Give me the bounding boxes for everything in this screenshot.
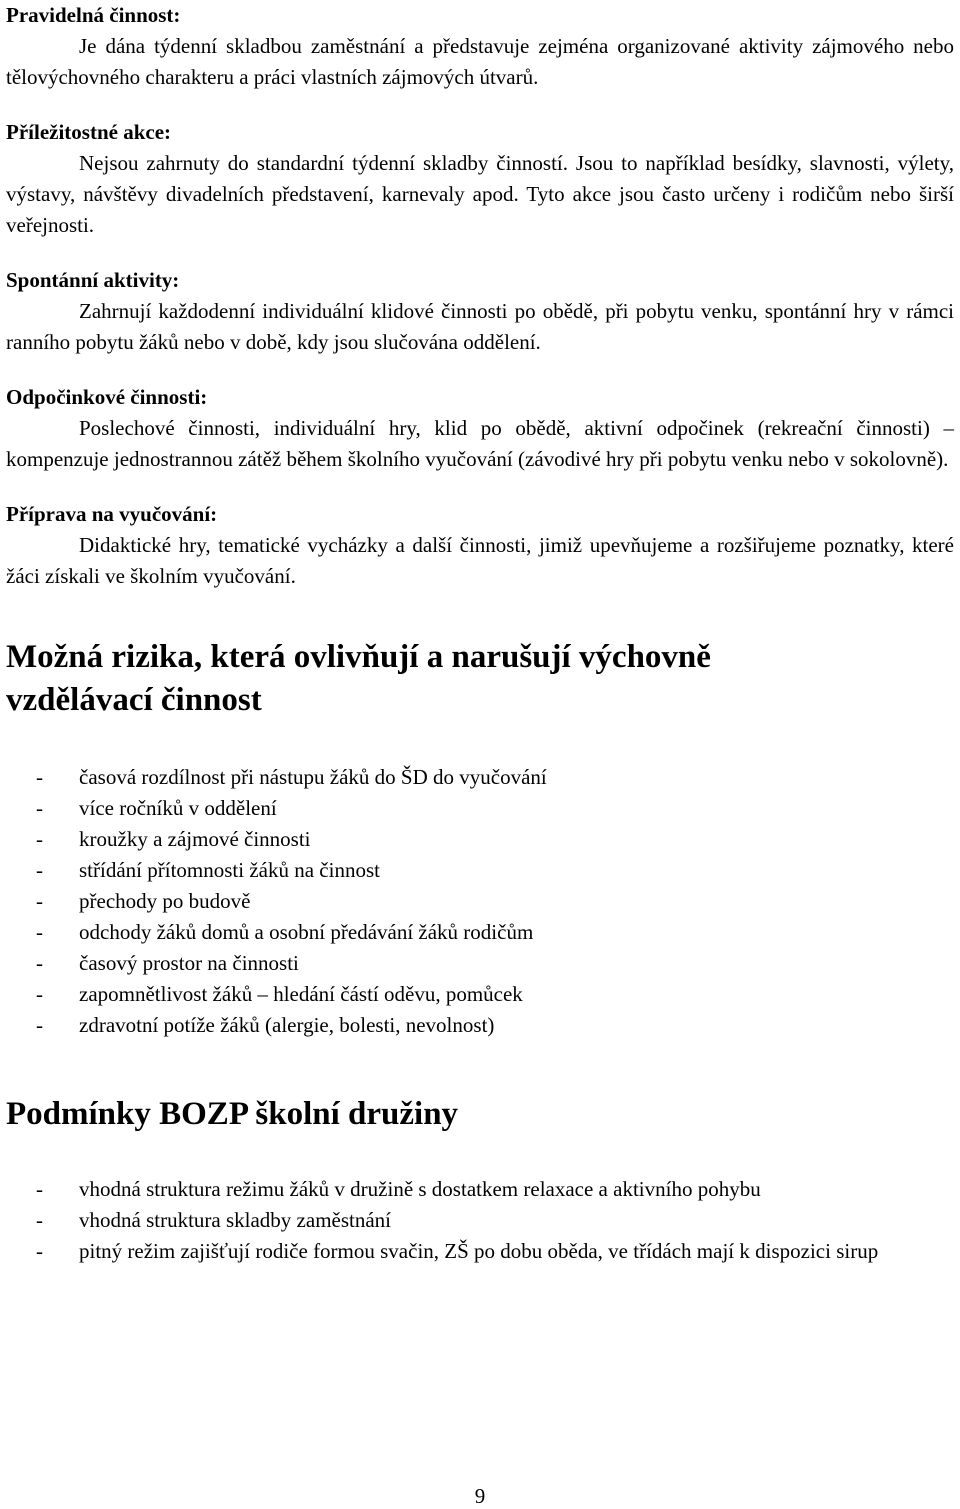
section-text: Je dána týdenní skladbou zaměstnání a představuje zejména organizované aktivity zájmového nebo tělovýchovného charakteru a práci vlastních zájmových útvarů. bbox=[6, 34, 954, 89]
list-item: - odchody žáků domů a osobní předávání žáků rodičům bbox=[36, 920, 534, 944]
risks-heading-line2: vzdělávací činnost bbox=[6, 682, 262, 718]
list-item: - přechody po budově bbox=[36, 889, 251, 913]
document-page bbox=[6, 0, 954, 1267]
list-item: - časová rozdílnost při nástupu žáků do ŠD do vyučování bbox=[36, 765, 547, 789]
bozp-list bbox=[6, 1174, 954, 1267]
list-item: - kroužky a zájmové činnosti bbox=[36, 827, 311, 851]
list-item: - časový prostor na činnosti bbox=[36, 951, 299, 975]
section-pravidelna-cinnost bbox=[6, 0, 954, 93]
section-text: Poslechové činnosti, individuální hry, klid po obědě, aktivní odpočinek (rekreační činnosti) – kompenzuje jednostrannou zátěž během školního vyučování (závodivé hry při pobytu venku nebo v sokolovně). bbox=[6, 416, 954, 471]
list-item: - vhodná struktura režimu žáků v družině s dostatkem relaxace a aktivního pohybu bbox=[36, 1177, 761, 1201]
page-number: 9 bbox=[474, 1484, 486, 1508]
list-item: - více ročníků v oddělení bbox=[36, 796, 277, 820]
list-item: - vhodná struktura skladby zaměstnání bbox=[36, 1208, 392, 1232]
section-title: Příležitostné akce: bbox=[6, 120, 172, 144]
section-text: Didaktické hry, tematické vycházky a další činnosti, jimiž upevňujeme a rozšiřujeme poznatky, které žáci získali ve školním vyučování. bbox=[6, 533, 954, 588]
list-item: - zdravotní potíže žáků (alergie, bolesti, nevolnost) bbox=[36, 1013, 495, 1037]
section-title: Příprava na vyučování: bbox=[6, 502, 218, 526]
section-text: Nejsou zahrnuty do standardní týdenní skladby činností. Jsou to například besídky, slavnosti, výlety, výstavy, návštěvy divadelních představení, karnevaly apod. Tyto akce jsou často určeny i rodičům nebo širší veřejnosti. bbox=[6, 151, 954, 237]
risks-list bbox=[6, 762, 954, 1041]
section-text: Zahrnují každodenní individuální klidové činnosti po obědě, při pobytu venku, spontánní hry v rámci ranního pobytu žáků nebo v době, kdy jsou slučována oddělení. bbox=[6, 299, 954, 354]
list-item: - pitný režim zajišťují rodiče formou svačin, ZŠ po dobu oběda, ve třídách mají k dispozici sirup bbox=[36, 1239, 879, 1263]
section-prilezitostne-akce bbox=[6, 117, 954, 241]
list-item: - zapomnětlivost žáků – hledání částí oděvu, pomůcek bbox=[36, 982, 523, 1006]
section-spontanni-aktivity bbox=[6, 265, 954, 358]
section-priprava-na-vyucovani bbox=[6, 499, 954, 592]
list-item: - střídání přítomnosti žáků na činnost bbox=[36, 858, 380, 882]
risks-heading-line1: Možná rizika, která ovlivňují a narušují výchovně bbox=[6, 639, 711, 675]
risks-heading bbox=[6, 636, 954, 722]
section-title: Spontánní aktivity: bbox=[6, 268, 180, 292]
section-title: Odpočinkové činnosti: bbox=[6, 385, 208, 409]
bozp-heading: Podmínky BOZP školní družiny bbox=[6, 1096, 459, 1132]
section-odpocinkove-cinnosti bbox=[6, 382, 954, 475]
section-title: Pravidelná činnost: bbox=[6, 3, 181, 27]
